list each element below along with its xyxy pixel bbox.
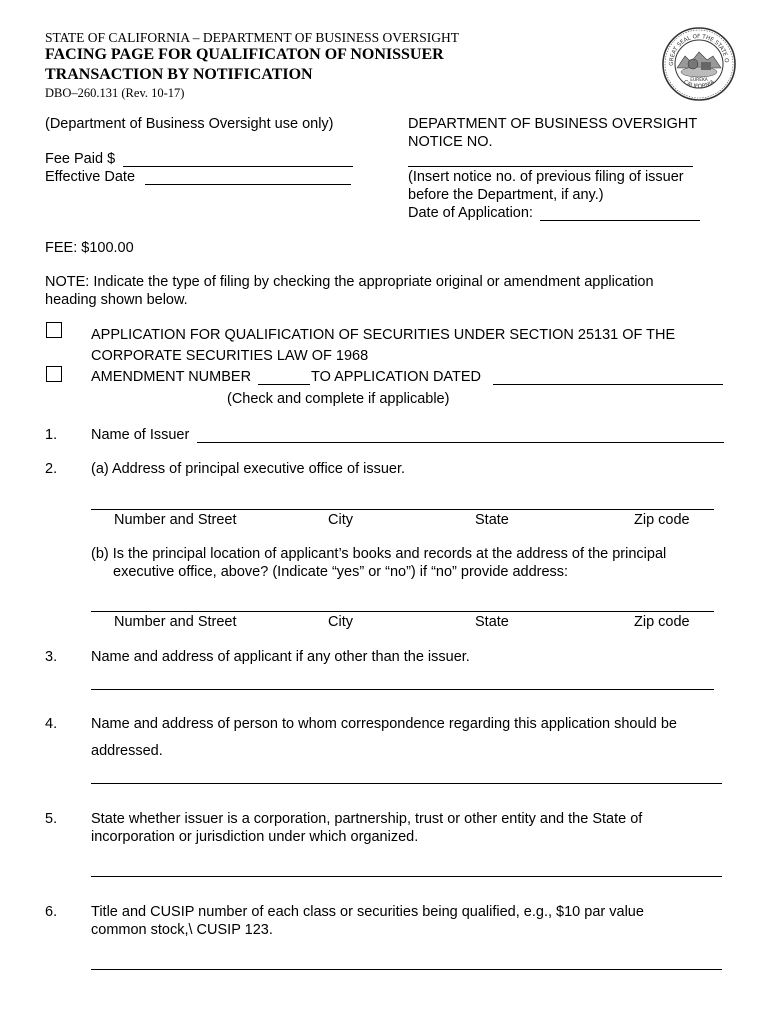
address-city-caption: City xyxy=(328,512,353,528)
item-1-number: 1. xyxy=(45,427,58,443)
address-state-caption-2: State xyxy=(475,614,509,630)
seal-text-top: GREAT SEAL OF THE STATE O xyxy=(668,33,730,66)
insert-notice-line1: (Insert notice no. of previous filing of issuer xyxy=(408,169,684,185)
cusip-field[interactable] xyxy=(91,969,722,970)
correspondence-label-line1: Name and address of person to whom correspondence regarding this application should be xyxy=(91,716,677,732)
fee-paid-label: Fee Paid $ xyxy=(45,151,116,167)
agency-line: STATE OF CALIFORNIA – DEPARTMENT OF BUSINESS OVERSIGHT xyxy=(45,30,460,45)
address-street-caption: Number and Street xyxy=(114,512,237,528)
application-heading-line2: CORPORATE SECURITIES LAW OF 1968 xyxy=(91,348,369,364)
state-seal-icon xyxy=(661,26,737,102)
books-location-line2: executive office, above? (Indicate “yes” or “no”) if “no” provide address: xyxy=(113,564,569,580)
entity-type-field[interactable] xyxy=(91,876,722,877)
fee-amount: FEE: $100.00 xyxy=(45,240,134,256)
seal-motto: EUREKA xyxy=(690,78,708,83)
item-3-number: 3. xyxy=(45,649,58,665)
note-line2: heading shown below. xyxy=(45,292,188,308)
application-heading-line1: APPLICATION FOR QUALIFICATION OF SECURITIES UNDER SECTION 25131 OF THE xyxy=(91,327,676,343)
form-title-line1: FACING PAGE FOR QUALIFICATON OF NONISSUER xyxy=(45,46,444,63)
date-of-application-field[interactable] xyxy=(540,220,700,221)
amendment-number-field[interactable] xyxy=(258,384,310,385)
entity-type-label-line1: State whether issuer is a corporation, partnership, trust or other entity and the State of xyxy=(91,811,643,827)
entity-type-label-line2: incorporation or jurisdiction under which organized. xyxy=(91,829,419,845)
notice-label-line1: DEPARTMENT OF BUSINESS OVERSIGHT xyxy=(408,116,698,132)
application-date-field[interactable] xyxy=(493,384,723,385)
fee-paid-field[interactable] xyxy=(123,166,353,167)
principal-office-label: (a) Address of principal executive office of issuer. xyxy=(91,461,406,477)
seal-text-bottom: CALIFORNIA xyxy=(682,79,716,91)
check-note: (Check and complete if applicable) xyxy=(227,391,450,407)
issuer-name-label: Name of Issuer xyxy=(91,427,190,443)
effective-date-field[interactable] xyxy=(145,184,351,185)
cusip-label-line1: Title and CUSIP number of each class or securities being qualified, e.g., $10 par value xyxy=(91,904,644,920)
note-line1: NOTE: Indicate the type of filing by checking the appropriate original or amendment application xyxy=(45,274,654,290)
notice-number-field[interactable] xyxy=(408,166,693,167)
cusip-label-line2: common stock,\ CUSIP 123. xyxy=(91,922,273,938)
insert-notice-line2: before the Department, if any.) xyxy=(408,187,604,203)
item-4-number: 4. xyxy=(45,716,58,732)
issuer-name-field[interactable] xyxy=(197,442,724,443)
amendment-number-label: AMENDMENT NUMBER xyxy=(91,369,252,385)
date-of-application-label: Date of Application: xyxy=(408,205,533,221)
applicant-field[interactable] xyxy=(91,689,714,690)
correspondence-field[interactable] xyxy=(91,783,722,784)
effective-date-label: Effective Date xyxy=(45,169,136,185)
address-zip-caption: Zip code xyxy=(634,512,690,528)
item-6-number: 6. xyxy=(45,904,58,920)
notice-label-line2: NOTICE NO. xyxy=(408,134,493,150)
address-zip-caption-2: Zip code xyxy=(634,614,690,630)
office-use-label: (Department of Business Oversight use only) xyxy=(45,116,334,132)
form-title-line2: TRANSACTION BY NOTIFICATION xyxy=(45,66,313,83)
amendment-checkbox[interactable] xyxy=(46,366,62,382)
item-5-number: 5. xyxy=(45,811,58,827)
books-location-address-field[interactable] xyxy=(91,611,714,612)
address-street-caption-2: Number and Street xyxy=(114,614,237,630)
correspondence-label-line2: addressed. xyxy=(91,743,163,759)
to-application-dated-label: TO APPLICATION DATED xyxy=(311,369,482,385)
form-number: DBO–260.131 (Rev. 10-17) xyxy=(45,86,185,100)
address-city-caption-2: City xyxy=(328,614,353,630)
application-checkbox[interactable] xyxy=(46,322,62,338)
books-location-line1: (b) Is the principal location of applicant’s books and records at the address of the principal xyxy=(91,546,667,562)
item-2-number: 2. xyxy=(45,461,58,477)
applicant-label: Name and address of applicant if any other than the issuer. xyxy=(91,649,470,665)
principal-office-address-field[interactable] xyxy=(91,509,714,510)
address-state-caption: State xyxy=(475,512,509,528)
